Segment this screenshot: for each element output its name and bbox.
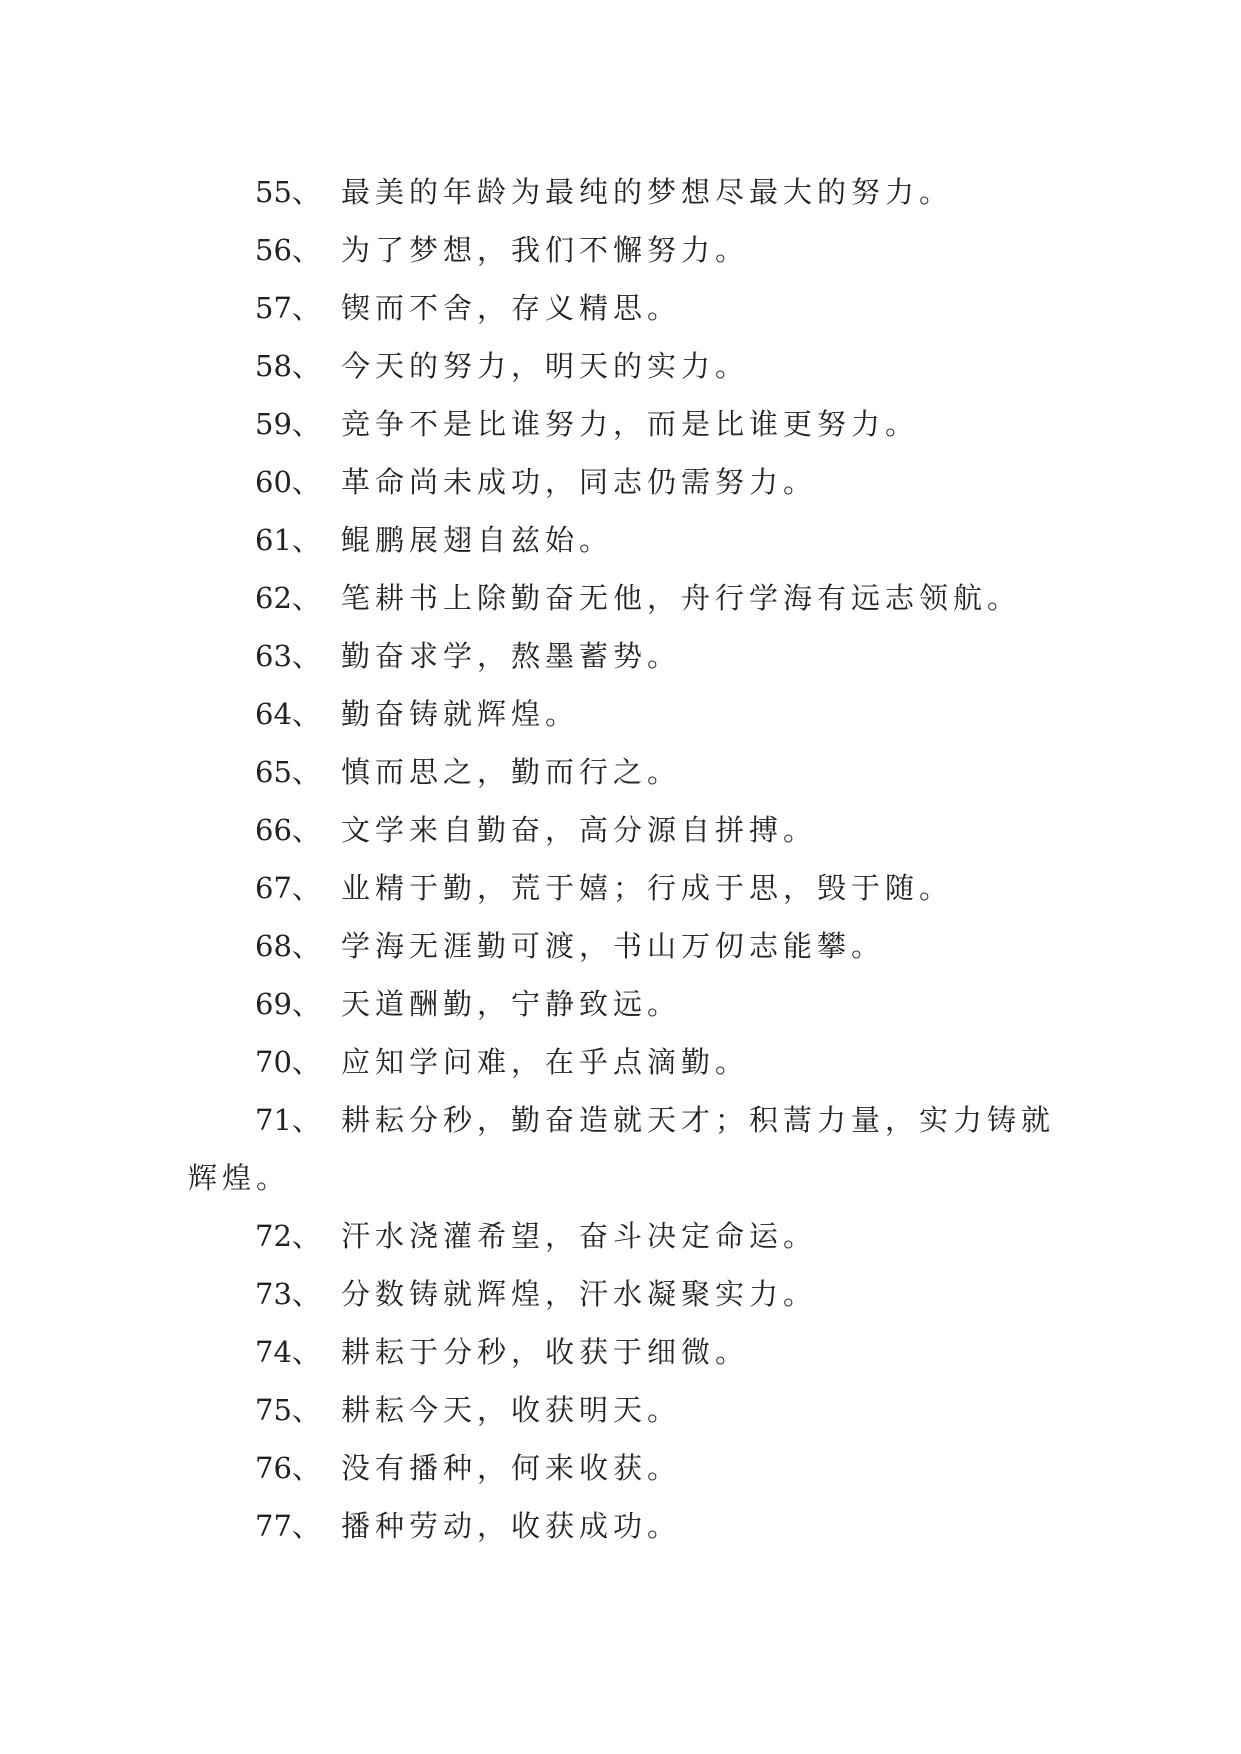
item-number: 69、 — [255, 987, 321, 1021]
item-text: 勤奋铸就辉煌。 — [341, 697, 580, 731]
item-number: 63、 — [255, 639, 321, 673]
item-number: 64、 — [255, 697, 321, 731]
item-number: 77、 — [255, 1509, 321, 1543]
item-number: 59、 — [255, 407, 321, 441]
list-item — [188, 453, 1068, 511]
item-text: 学海无涯勤可渡，书山万仞志能攀。 — [341, 929, 886, 963]
item-text: 为了梦想，我们不懈努力。 — [341, 233, 750, 267]
list-item — [188, 975, 1068, 1033]
item-text: 没有播种，何来收获。 — [341, 1451, 682, 1485]
item-number: 67、 — [255, 871, 321, 905]
item-text: 耕耘分秒，勤奋造就天才；积蒿力量，实力铸就辉煌。 — [188, 1103, 1056, 1195]
item-text: 笔耕书上除勤奋无他，舟行学海有远志领航。 — [341, 581, 1022, 615]
list-item — [188, 279, 1068, 337]
list-item — [188, 1207, 1068, 1265]
item-number: 60、 — [255, 465, 321, 499]
item-text: 播种劳动，收获成功。 — [341, 1509, 682, 1543]
list-item — [188, 1497, 1068, 1555]
list-item — [188, 627, 1068, 685]
item-number: 66、 — [255, 813, 321, 847]
list-item — [188, 1439, 1068, 1497]
list-item — [188, 395, 1068, 453]
list-item — [188, 1265, 1068, 1323]
item-number: 57、 — [255, 291, 321, 325]
item-text: 勤奋求学，熬墨蓄势。 — [341, 639, 682, 673]
list-item — [188, 743, 1068, 801]
item-text: 鲲鹏展翅自兹始。 — [341, 523, 614, 557]
list-item — [188, 801, 1068, 859]
list-item — [188, 337, 1068, 395]
list-item — [188, 917, 1068, 975]
list-item — [188, 1323, 1068, 1381]
item-number: 62、 — [255, 581, 321, 615]
item-number: 73、 — [255, 1277, 321, 1311]
list-item — [188, 1033, 1068, 1091]
item-text: 革命尚未成功，同志仍需努力。 — [341, 465, 818, 499]
list-item — [188, 1381, 1068, 1439]
item-text: 分数铸就辉煌，汗水凝聚实力。 — [341, 1277, 818, 1311]
item-text: 文学来自勤奋，高分源自拼搏。 — [341, 813, 818, 847]
item-text: 耕耘今天，收获明天。 — [341, 1393, 682, 1427]
item-text: 业精于勤，荒于嬉；行成于思，毁于随。 — [341, 871, 954, 905]
item-text: 应知学问难，在乎点滴勤。 — [341, 1045, 750, 1079]
item-text: 耕耘于分秒，收获于细微。 — [341, 1335, 750, 1369]
item-number: 70、 — [255, 1045, 321, 1079]
item-number: 65、 — [255, 755, 321, 789]
item-number: 74、 — [255, 1335, 321, 1369]
list-item — [188, 685, 1068, 743]
list-item — [188, 163, 1068, 221]
item-text: 慎而思之，勤而行之。 — [341, 755, 682, 789]
list-item — [188, 859, 1068, 917]
item-number: 75、 — [255, 1393, 321, 1427]
item-number: 71、 — [255, 1103, 321, 1137]
item-number: 58、 — [255, 349, 321, 383]
item-text: 竞争不是比谁努力，而是比谁更努力。 — [341, 407, 920, 441]
item-text: 锲而不舍，存义精思。 — [341, 291, 682, 325]
item-number: 55、 — [255, 175, 321, 209]
item-text: 今天的努力，明天的实力。 — [341, 349, 750, 383]
list-item — [188, 1091, 1068, 1207]
item-text: 天道酬勤，宁静致远。 — [341, 987, 682, 1021]
item-text: 最美的年龄为最纯的梦想尽最大的努力。 — [341, 175, 954, 209]
item-number: 61、 — [255, 523, 321, 557]
list-item — [188, 511, 1068, 569]
item-number: 68、 — [255, 929, 321, 963]
slogan-list — [188, 163, 1068, 1555]
list-item — [188, 221, 1068, 279]
list-item — [188, 569, 1068, 627]
item-number: 76、 — [255, 1451, 321, 1485]
item-text: 汗水浇灌希望，奋斗决定命运。 — [341, 1219, 818, 1253]
item-number: 56、 — [255, 233, 321, 267]
item-number: 72、 — [255, 1219, 321, 1253]
